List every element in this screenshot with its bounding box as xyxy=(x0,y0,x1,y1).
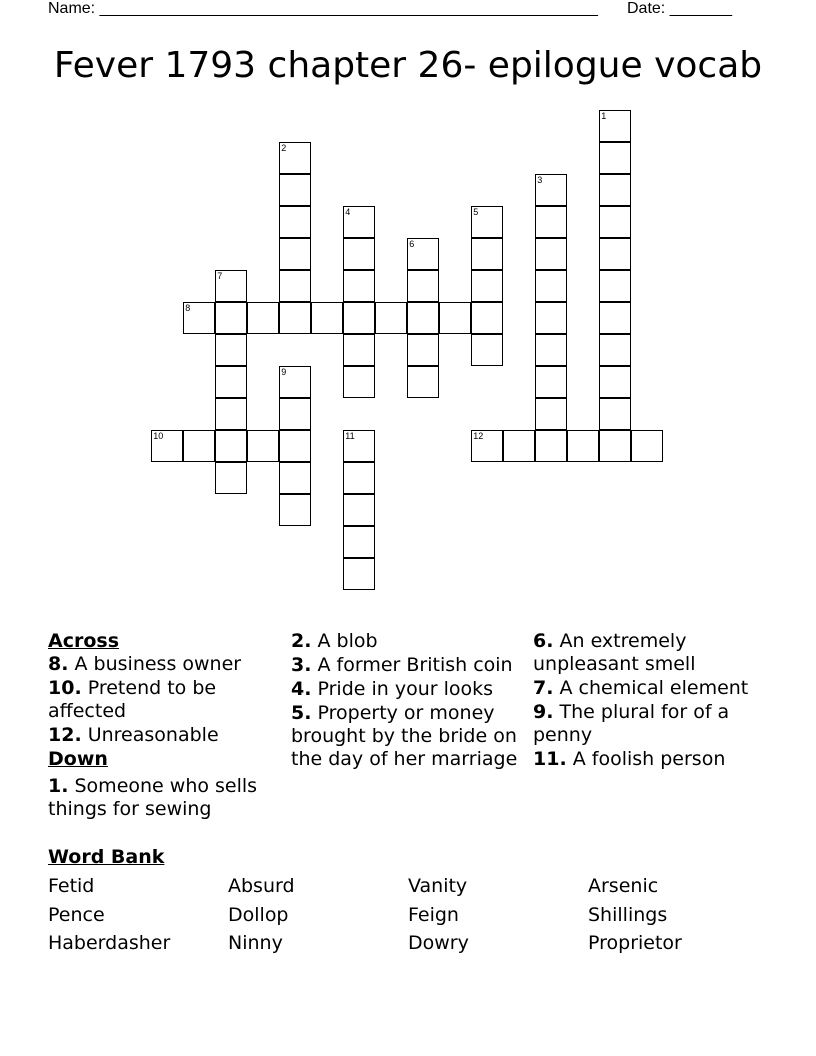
clue-down-7 xyxy=(533,677,763,700)
crossword-cell[interactable] xyxy=(279,302,311,334)
clue-number: 5. xyxy=(291,702,312,724)
clue-down-9 xyxy=(533,701,763,747)
crossword-cell[interactable] xyxy=(343,334,375,366)
clue-number: 1. xyxy=(48,775,69,797)
crossword-cell[interactable] xyxy=(247,302,279,334)
crossword-cell[interactable] xyxy=(471,302,503,334)
word-bank-item: Arsenic xyxy=(588,875,659,897)
date-line: Date: _______ xyxy=(627,0,732,17)
crossword-cell[interactable] xyxy=(343,238,375,270)
clue-number: 9. xyxy=(533,701,554,723)
crossword-cell[interactable] xyxy=(279,494,311,526)
cell-number: 5 xyxy=(473,207,479,218)
word-bank-item: Shillings xyxy=(588,904,668,926)
crossword-cell[interactable] xyxy=(343,270,375,302)
crossword-cell[interactable] xyxy=(599,430,631,462)
clue-number: 4. xyxy=(291,678,312,700)
crossword-cell[interactable] xyxy=(311,302,343,334)
crossword-cell[interactable] xyxy=(343,494,375,526)
clue-down-2 xyxy=(291,630,526,653)
crossword-cell[interactable] xyxy=(279,398,311,430)
clue-text: Someone who sells things for sewing xyxy=(48,775,258,820)
word-bank-heading: Word Bank xyxy=(48,846,165,868)
crossword-cell[interactable] xyxy=(215,398,247,430)
crossword-cell[interactable] xyxy=(343,206,375,238)
clue-text: Property or money brought by the bride on the day of her marriage xyxy=(291,702,518,770)
clue-number: 12. xyxy=(48,724,82,746)
crossword-cell[interactable] xyxy=(343,526,375,558)
crossword-cell[interactable] xyxy=(215,302,247,334)
crossword-cell[interactable] xyxy=(279,366,311,398)
crossword-cell[interactable] xyxy=(183,430,215,462)
clue-text: A foolish person xyxy=(572,748,726,770)
crossword-cell[interactable] xyxy=(599,142,631,174)
word-bank-item: Ninny xyxy=(228,932,283,954)
crossword-cell[interactable] xyxy=(599,238,631,270)
crossword-cell[interactable] xyxy=(247,430,279,462)
cell-number: 12 xyxy=(473,431,484,442)
crossword-cell[interactable] xyxy=(215,270,247,302)
crossword-cell[interactable] xyxy=(535,174,567,206)
crossword-cell[interactable] xyxy=(279,462,311,494)
crossword-cell[interactable] xyxy=(599,110,631,142)
crossword-cell[interactable] xyxy=(279,206,311,238)
crossword-cell[interactable] xyxy=(535,238,567,270)
crossword-cell[interactable] xyxy=(471,238,503,270)
clue-text: The plural for of a penny xyxy=(533,701,730,746)
cell-number: 10 xyxy=(153,431,164,442)
word-bank-item: Fetid xyxy=(48,875,95,897)
crossword-cell[interactable] xyxy=(375,302,407,334)
crossword-cell[interactable] xyxy=(215,462,247,494)
crossword-cell[interactable] xyxy=(535,270,567,302)
crossword-cell[interactable] xyxy=(215,334,247,366)
cell-number: 8 xyxy=(185,303,191,314)
word-bank-item: Vanity xyxy=(408,875,468,897)
crossword-cell[interactable] xyxy=(343,462,375,494)
crossword-cell[interactable] xyxy=(535,430,567,462)
crossword-cell[interactable] xyxy=(407,366,439,398)
clue-text: A blob xyxy=(317,630,378,652)
crossword-cell[interactable] xyxy=(471,334,503,366)
word-bank-item: Feign xyxy=(408,904,459,926)
clue-column-3 xyxy=(533,630,763,772)
clue-across-10 xyxy=(48,677,278,723)
crossword-cell[interactable] xyxy=(567,430,599,462)
crossword-cell[interactable] xyxy=(279,142,311,174)
clue-number: 7. xyxy=(533,677,554,699)
cell-number: 1 xyxy=(601,111,607,122)
crossword-cell[interactable] xyxy=(407,302,439,334)
cell-number: 3 xyxy=(537,175,543,186)
clue-number: 8. xyxy=(48,653,69,675)
word-bank-item: Pence xyxy=(48,904,105,926)
clue-text: A former British coin xyxy=(317,654,513,676)
clue-text: Pretend to be affected xyxy=(48,677,217,722)
cell-number: 2 xyxy=(281,143,287,154)
crossword-cell[interactable] xyxy=(535,334,567,366)
crossword-cell[interactable] xyxy=(599,206,631,238)
crossword-cell[interactable] xyxy=(471,430,503,462)
crossword-cell[interactable] xyxy=(599,366,631,398)
crossword-cell[interactable] xyxy=(599,334,631,366)
crossword-cell[interactable] xyxy=(535,366,567,398)
cell-number: 7 xyxy=(217,271,223,282)
crossword-cell[interactable] xyxy=(279,430,311,462)
crossword-cell[interactable] xyxy=(599,302,631,334)
clue-number: 2. xyxy=(291,630,312,652)
page-title: Fever 1793 chapter 26- epilogue vocab xyxy=(53,45,763,86)
crossword-cell[interactable] xyxy=(279,270,311,302)
crossword-cell[interactable] xyxy=(503,430,535,462)
clue-text: Unreasonable xyxy=(87,724,219,746)
crossword-cell[interactable] xyxy=(535,398,567,430)
crossword-cell[interactable] xyxy=(439,302,471,334)
crossword-cell[interactable] xyxy=(343,366,375,398)
cell-number: 4 xyxy=(345,207,351,218)
word-bank-item: Haberdasher xyxy=(48,932,171,954)
clue-text: A business owner xyxy=(74,653,242,675)
down-heading: Down xyxy=(48,748,108,770)
clue-text: Pride in your looks xyxy=(317,678,494,700)
crossword-cell[interactable] xyxy=(599,270,631,302)
clue-number: 10. xyxy=(48,677,82,699)
clue-number: 6. xyxy=(533,630,554,652)
clue-down-1 xyxy=(48,775,278,821)
word-bank-item: Dowry xyxy=(408,932,469,954)
crossword-cell[interactable] xyxy=(599,398,631,430)
crossword-cell[interactable] xyxy=(151,430,183,462)
word-bank-item: Proprietor xyxy=(588,932,682,954)
crossword-cell[interactable] xyxy=(407,270,439,302)
across-heading: Across xyxy=(48,630,120,652)
cell-number: 6 xyxy=(409,239,415,250)
clue-text: An extremely unpleasant smell xyxy=(533,630,696,675)
clue-down-4 xyxy=(291,678,526,701)
crossword-cell[interactable] xyxy=(279,238,311,270)
crossword-cell[interactable] xyxy=(407,334,439,366)
clue-column-1 xyxy=(48,630,278,822)
crossword-cell[interactable] xyxy=(471,206,503,238)
name-line: Name: ________________________________________________________ xyxy=(48,0,598,17)
crossword-cell[interactable] xyxy=(471,270,503,302)
crossword-cell[interactable] xyxy=(535,302,567,334)
crossword-cell[interactable] xyxy=(215,366,247,398)
crossword-cell[interactable] xyxy=(407,238,439,270)
crossword-cell[interactable] xyxy=(215,430,247,462)
clue-number: 3. xyxy=(291,654,312,676)
clue-column-2 xyxy=(291,630,526,772)
clue-number: 11. xyxy=(533,748,567,770)
clue-down-6 xyxy=(533,630,763,676)
crossword-cell[interactable] xyxy=(343,302,375,334)
crossword-cell[interactable] xyxy=(343,430,375,462)
clue-text: A chemical element xyxy=(559,677,749,699)
clue-down-11 xyxy=(533,748,763,771)
clue-across-12 xyxy=(48,724,278,747)
word-bank-item: Dollop xyxy=(228,904,289,926)
clue-down-5 xyxy=(291,702,526,771)
clue-across-8 xyxy=(48,653,278,676)
crossword-cell[interactable] xyxy=(183,302,215,334)
crossword-cell[interactable] xyxy=(279,174,311,206)
clue-down-3 xyxy=(291,654,526,677)
crossword-cell[interactable] xyxy=(343,558,375,590)
crossword-cell[interactable] xyxy=(535,206,567,238)
cell-number: 11 xyxy=(345,431,355,442)
crossword-cell[interactable] xyxy=(631,430,663,462)
crossword-cell[interactable] xyxy=(599,174,631,206)
cell-number: 9 xyxy=(281,367,287,378)
word-bank-item: Absurd xyxy=(228,875,295,897)
